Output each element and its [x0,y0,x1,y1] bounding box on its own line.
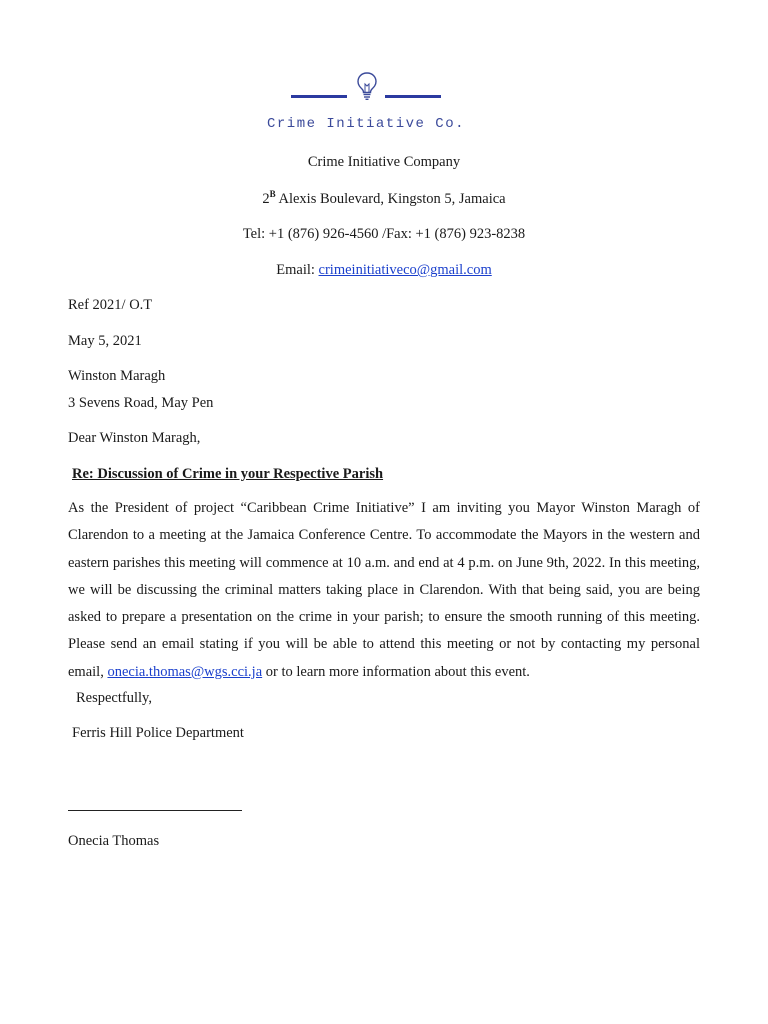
company-name: Crime Initiative Company [307,154,461,170]
logo-rule-right [385,95,441,98]
letter-date: May 5, 2021 [68,333,142,349]
address-number: 2 [262,190,270,207]
personal-email-link[interactable]: onecia.thomas@wgs.cci.ja [107,663,263,680]
recipient-address: 3 Sevens Road, May Pen [68,395,214,411]
company-address [0,189,768,208]
lightbulb-icon [356,71,378,101]
subject-line: Re: Discussion of Crime in your Respective Parish [72,466,384,482]
body-text-end: or to learn more information about this event. [262,663,530,680]
reference-number: Ref 2021/ O.T [68,297,153,313]
body-paragraph [68,495,700,686]
email-label: Email: [276,262,319,278]
body-text-start: As the President of project “Caribbean Crime Initiative” I am inviting you Mayor Winston Maragh of Clarendon to a meeting at the Jamaica Conference Centre. To accommodate the Mayors in the western and eastern parishes this meeting will commence at 10 a.m. and end at 4 p.m. on June 9th, 2022. In this meeting, we will be discussing the criminal matters taking place in Clarendon. With that being said, you are being asked to prepare a presentation on the crime in your parish; to ensure the smooth running of this meeting. Please send an email stating if you will be able to attend this meeting or not by contacting my personal email, [68,500,700,680]
salutation: Dear Winston Maragh, [68,430,201,446]
signature-line [68,810,242,811]
company-email-line [0,262,768,279]
closing: Respectfully, [76,690,152,706]
logo-brand-text: Crime Initiative Co. [266,116,466,132]
company-phone: Tel: +1 (876) 926-4560 /Fax: +1 (876) 923-8238 [242,226,526,242]
organization-name: Ferris Hill Police Department [72,725,244,741]
address-street: Alexis Boulevard, Kingston 5, Jamaica [275,190,506,207]
recipient-name: Winston Maragh [68,368,166,384]
signatory-name: Onecia Thomas [68,833,160,849]
logo-rule-left [291,95,347,98]
address-superscript: B [269,189,276,199]
company-email-link[interactable]: crimeinitiativeco@gmail.com [318,262,492,278]
